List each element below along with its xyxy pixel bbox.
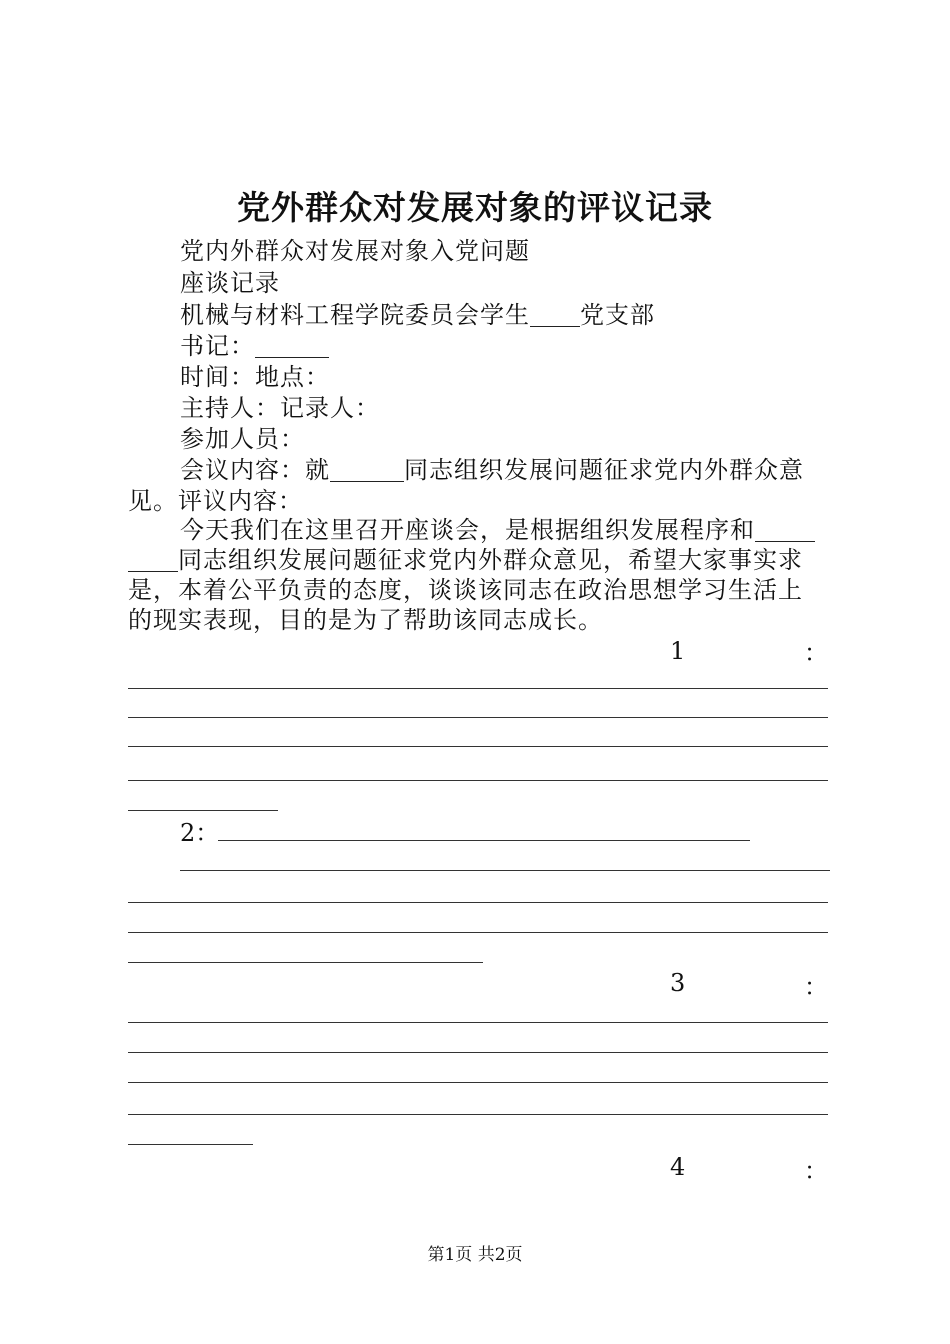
paragraph-line-3: 是，本着公平负责的态度，谈谈该同志在政治思想学习生活上 (128, 576, 803, 604)
branch-suffix: 党支部 (580, 301, 655, 329)
answer-line (128, 1144, 253, 1145)
paragraph-text-2: 同志组织发展问题征求党内外群众意见，希望大家事实求 (178, 546, 803, 574)
branch-prefix: 机械与材料工程学院委员会学生 (180, 301, 530, 329)
subtitle-line: 党内外群众对发展对象入党问题 (180, 237, 530, 265)
host-recorder-line: 主持人：记录人： (180, 394, 380, 422)
secretary-label: 书记： (180, 332, 255, 360)
paragraph-line-4: 的现实表现，目的是为了帮助该同志成长。 (128, 606, 603, 634)
answer-line (128, 1082, 828, 1083)
secretary-blank (255, 333, 329, 358)
answer-line (128, 688, 828, 689)
item-colon-4: ： (804, 1157, 828, 1185)
answer-line (128, 717, 828, 718)
answer-line (180, 870, 830, 871)
meeting-content-prefix: 会议内容：就 (180, 456, 330, 484)
secretary-line (180, 331, 329, 362)
record-label: 座谈记录 (180, 269, 280, 297)
procedure-blank (755, 517, 815, 542)
item-number-3: 3 (670, 969, 686, 997)
answer-line (128, 746, 828, 747)
branch-blank (530, 302, 580, 327)
meeting-content-line (180, 455, 804, 486)
document-title: 党外群众对发展对象的评议记录 (237, 188, 713, 227)
item-number-4: 4 (670, 1153, 686, 1181)
item-colon-1: ： (804, 639, 828, 667)
answer-line (128, 962, 483, 963)
comrade-blank (330, 457, 404, 482)
review-content-line: 见。评议内容： (128, 487, 303, 515)
answer-line (128, 1114, 828, 1115)
procedure-blank-cont (128, 547, 178, 572)
paragraph-line-2 (128, 545, 803, 576)
attendees-line: 参加人员： (180, 425, 305, 453)
time-place-line: 时间：地点： (180, 363, 330, 391)
answer-line (128, 780, 828, 781)
meeting-content-suffix: 同志组织发展问题征求党内外群众意 (404, 456, 804, 484)
answer-line (128, 1052, 828, 1053)
paragraph-line-1 (180, 515, 815, 546)
item-colon-3: ： (804, 973, 828, 1001)
answer-line (218, 840, 750, 841)
item-number-2: 2： (180, 819, 220, 847)
answer-line (128, 810, 278, 811)
branch-line (180, 300, 655, 331)
answer-line (128, 932, 828, 933)
page-footer: 第1页 共2页 (427, 1245, 523, 1265)
answer-line (128, 1022, 828, 1023)
item-number-1: 1 (670, 637, 686, 665)
answer-line (128, 902, 828, 903)
paragraph-text-1: 今天我们在这里召开座谈会，是根据组织发展程序和 (180, 516, 755, 544)
